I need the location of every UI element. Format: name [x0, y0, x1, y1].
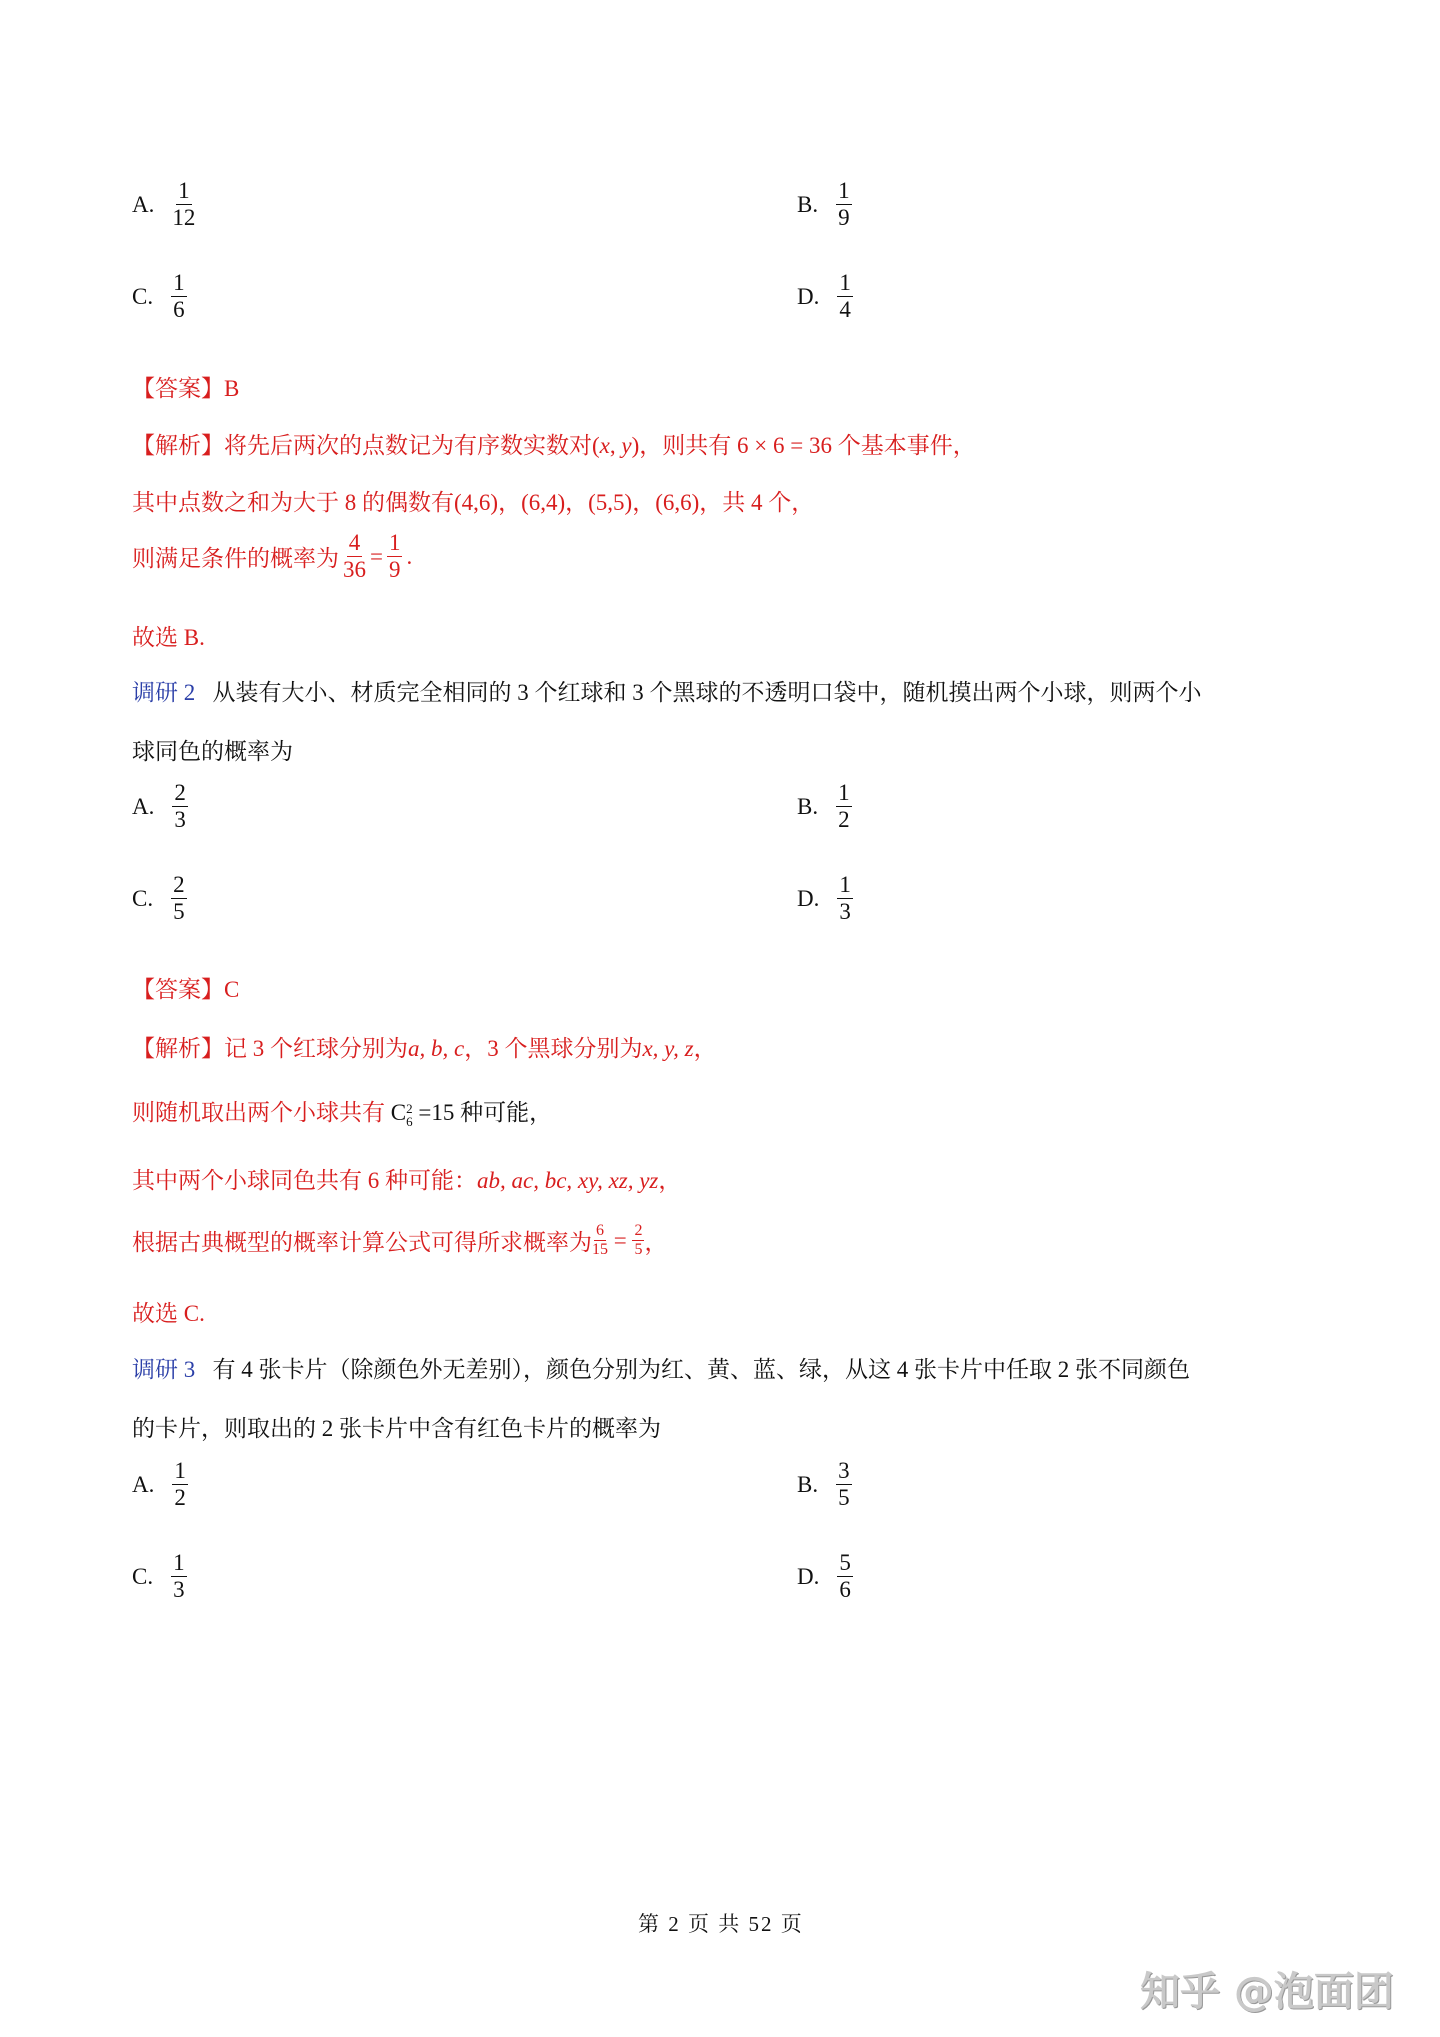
math: y — [621, 433, 632, 458]
option-letter: A. — [132, 191, 155, 217]
q1-conclusion: 故选 B. — [132, 625, 205, 650]
q1-option-a — [132, 178, 195, 232]
text: 将先后两次的点数记为有序数实数对( — [224, 433, 600, 458]
q3-option-a — [132, 1458, 188, 1512]
text: ，3 个黑球分别为 — [464, 1036, 643, 1061]
q2-option-c — [132, 872, 187, 926]
q2-question-line1 — [132, 674, 1202, 707]
option-letter: C. — [132, 1563, 154, 1589]
q3-question-line2: 的卡片，则取出的 2 张卡片中含有红色卡片的概率为 — [132, 1416, 661, 1441]
fraction — [171, 1550, 187, 1604]
fraction — [836, 780, 852, 834]
page-footer: 第 2 页 共 52 页 — [638, 1912, 804, 1936]
q2-conclusion: 故选 C. — [132, 1301, 205, 1326]
q1-option-d — [797, 270, 853, 324]
q1-analysis-line2: 其中点数之和为大于 8 的偶数有(4,6)，(6,4)，(5,5)，(6,6)，共 4 个， — [132, 490, 815, 515]
text: ， — [658, 1168, 682, 1193]
option-letter: D. — [797, 1563, 820, 1589]
fraction — [837, 270, 853, 324]
denominator: 3 — [173, 1577, 185, 1603]
question-label: 调研 3 — [132, 1357, 196, 1382]
option-letter: B. — [797, 1471, 819, 1497]
q2-question-line2: 球同色的概率为 — [132, 739, 293, 764]
q2-answer: 【答案】C — [132, 977, 240, 1002]
denominator: 2 — [174, 1485, 186, 1511]
math: x — [599, 433, 610, 458]
text: = — [370, 543, 383, 569]
numerator: 6 — [594, 1222, 606, 1241]
subscript: 6 — [406, 1113, 413, 1129]
option-letter: A. — [132, 793, 155, 819]
option-letter: C. — [132, 283, 154, 309]
fraction — [592, 1222, 608, 1260]
text: ， — [644, 1230, 668, 1256]
numerator: 2 — [171, 872, 187, 899]
q2-analysis-line2 — [132, 1094, 552, 1128]
denominator: 5 — [173, 899, 185, 925]
text: , — [609, 433, 622, 458]
q1-option-c — [132, 270, 187, 324]
fraction — [836, 1458, 852, 1512]
q1-option-b — [797, 178, 852, 232]
combination — [390, 1100, 553, 1129]
option-letter: D. — [797, 885, 820, 911]
numerator: 1 — [171, 270, 187, 297]
denominator: 12 — [172, 205, 196, 231]
fraction — [837, 1550, 853, 1604]
superscript: 2 — [406, 1100, 413, 1116]
denominator: 36 — [343, 557, 366, 583]
watermark: 知乎 @泡面团 — [1140, 1969, 1394, 2015]
question-label: 调研 2 — [132, 680, 196, 705]
math: ab, ac, bc, xy, xz, yz — [477, 1168, 659, 1193]
denominator: 3 — [174, 807, 186, 833]
numerator: 1 — [836, 178, 852, 205]
text: =15 种可能， — [412, 1100, 553, 1125]
q3-question-line1 — [132, 1351, 1190, 1384]
denominator: 4 — [839, 297, 851, 323]
denominator: 6 — [839, 1577, 851, 1603]
denominator: 5 — [838, 1485, 850, 1511]
math: a, b, c — [408, 1036, 465, 1061]
q2-option-b — [797, 780, 852, 834]
text: 记 3 个红球分别为 — [224, 1036, 408, 1061]
q2-option-a — [132, 780, 188, 834]
denominator: 9 — [838, 205, 850, 231]
fraction — [172, 780, 188, 834]
numerator: 2 — [172, 780, 188, 807]
fraction — [632, 1222, 644, 1260]
text: 从装有大小、材质完全相同的 3 个红球和 3 个黑球的不透明口袋中，随机摸出两个小球，则两个小 — [212, 680, 1202, 705]
numerator: 1 — [837, 270, 853, 297]
text: . — [406, 543, 413, 569]
text: = — [608, 1227, 633, 1253]
fraction — [172, 1458, 188, 1512]
text: )，则共有 6 × 6 = 36 个基本事件， — [631, 433, 976, 458]
option-letter: C. — [132, 885, 154, 911]
denominator: 6 — [173, 297, 185, 323]
denominator: 9 — [388, 557, 401, 583]
math: x, y, z — [642, 1036, 694, 1061]
numerator: 5 — [837, 1550, 853, 1577]
option-letter: B. — [797, 793, 819, 819]
numerator: 1 — [836, 780, 852, 807]
denominator: 5 — [634, 1241, 643, 1259]
analysis-tag: 【解析】 — [132, 1036, 224, 1061]
numerator: 2 — [632, 1222, 644, 1241]
numerator: 1 — [172, 1458, 188, 1485]
q3-option-c — [132, 1550, 187, 1604]
fraction — [836, 178, 852, 232]
option-letter: B. — [797, 191, 819, 217]
text: 则满足条件的概率为 — [132, 546, 339, 572]
text: C — [390, 1100, 407, 1125]
numerator: 1 — [176, 178, 192, 205]
numerator: 4 — [347, 530, 363, 557]
denominator: 2 — [838, 807, 850, 833]
text: ， — [693, 1036, 717, 1061]
text: 根据古典概型的概率计算公式可得所求概率为 — [132, 1230, 592, 1256]
analysis-tag: 【解析】 — [132, 433, 224, 458]
q2-analysis-line4 — [132, 1222, 667, 1260]
denominator: 3 — [839, 899, 851, 925]
text: 其中两个小球同色共有 6 种可能： — [132, 1168, 477, 1193]
q1-analysis-line3 — [132, 530, 412, 584]
numerator: 1 — [387, 530, 403, 557]
option-letter: D. — [797, 283, 820, 309]
q1-analysis-line1 — [132, 427, 976, 460]
numerator: 1 — [171, 1550, 187, 1577]
numerator: 3 — [836, 1458, 852, 1485]
q3-option-d — [797, 1550, 853, 1604]
fraction — [343, 530, 366, 584]
fraction — [387, 530, 403, 584]
q2-option-d — [797, 872, 853, 926]
text: 有 4 张卡片（除颜色外无差别），颜色分别为红、黄、蓝、绿，从这 4 张卡片中任取 2 张不同颜色 — [212, 1357, 1190, 1382]
fraction — [172, 178, 195, 232]
numerator: 1 — [837, 872, 853, 899]
fraction — [171, 270, 187, 324]
q2-analysis-line3 — [132, 1162, 681, 1195]
q1-answer: 【答案】B — [132, 376, 240, 401]
fraction — [837, 872, 853, 926]
q3-option-b — [797, 1458, 852, 1512]
denominator: 15 — [592, 1241, 608, 1259]
text: 则随机取出两个小球共有 — [132, 1100, 391, 1125]
q2-analysis-line1 — [132, 1030, 717, 1063]
fraction — [171, 872, 187, 926]
option-letter: A. — [132, 1471, 155, 1497]
